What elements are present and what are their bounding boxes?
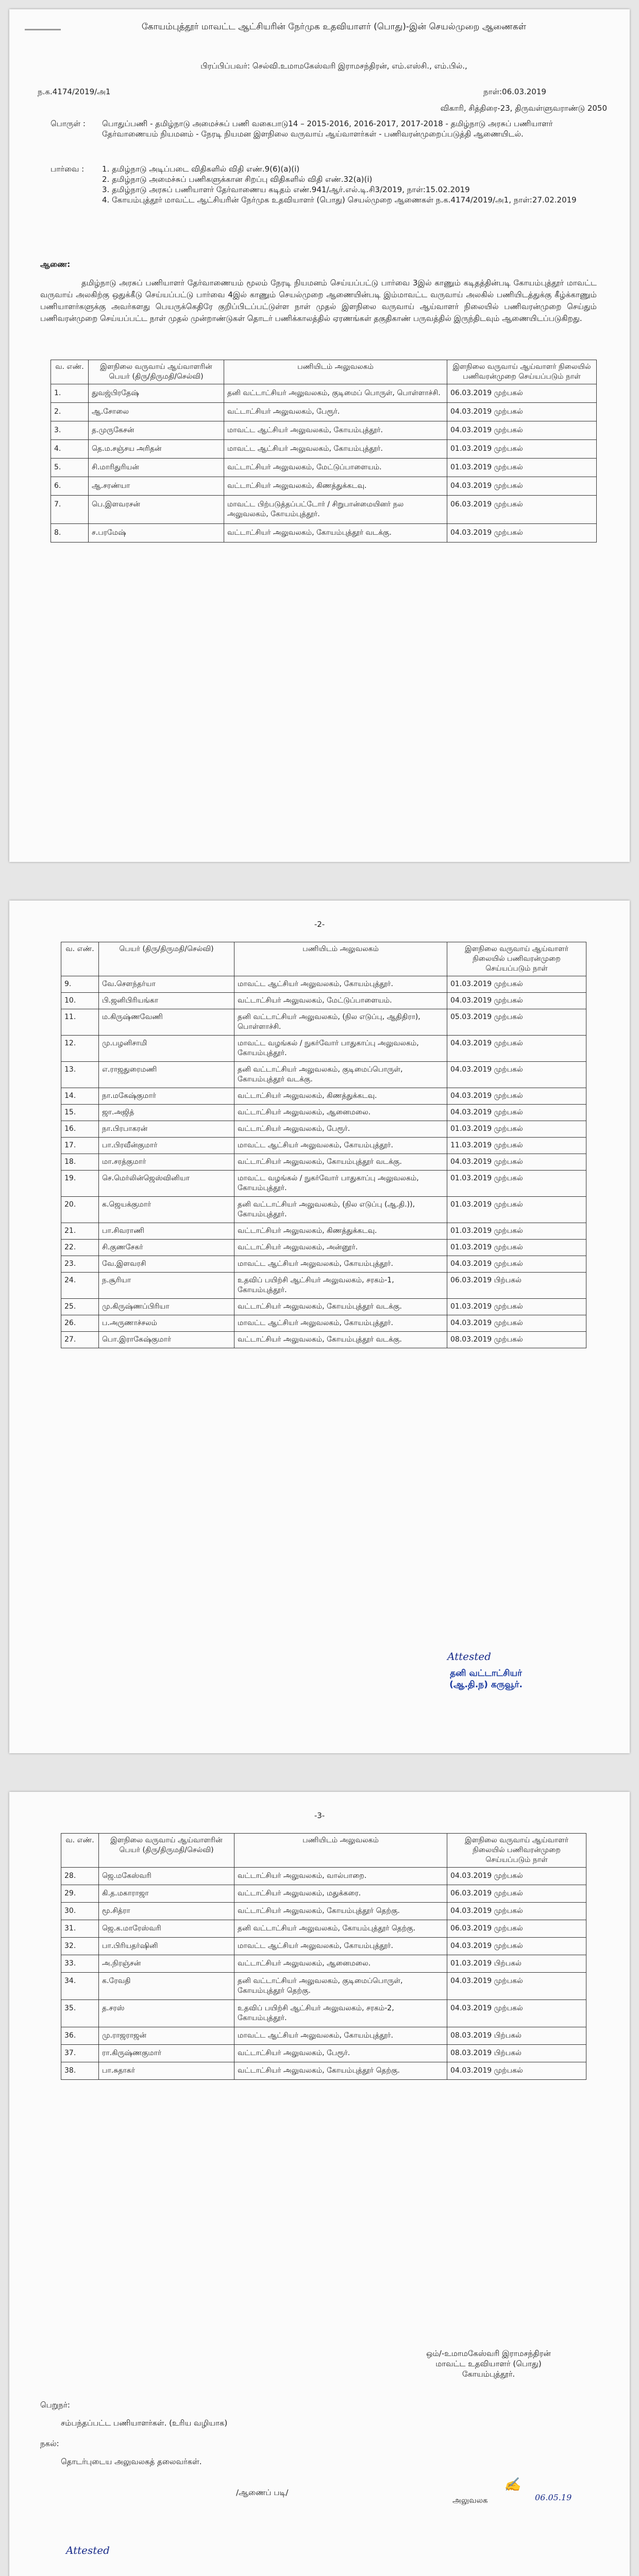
stamp-line: (ஆ.தி.ந) கருவூர்.	[449, 1680, 523, 1690]
table-row	[61, 1121, 586, 1138]
office-cell: வட்டாட்சியர் அலுவலகம், ஆனைமலை.	[234, 1955, 447, 1973]
serial-number-cell: 15.	[61, 1105, 99, 1121]
column-header: வ. எண்.	[51, 360, 89, 384]
name-cell: துவஜ்பிரதேஷ்	[89, 384, 224, 403]
attested-note: Attested	[66, 2544, 110, 2556]
name-cell: கி.த.மகாராஜா	[99, 1885, 234, 1903]
issuer-place: கோயம்புத்தூர்.	[462, 2369, 515, 2379]
staff-table-page-2	[61, 942, 586, 1348]
office-cell: வட்டாட்சியர் அலுவலகம், அன்னூர்.	[234, 1240, 447, 1256]
column-header: இளநிலை வருவாய் ஆய்வாளரின் பெயர் (திரு/திருமதி/செல்வி)	[99, 1834, 234, 1868]
serial-number-cell: 19.	[61, 1171, 99, 1197]
column-header: இளநிலை வருவாய் ஆய்வாளர் நிலையில் பணிவரன்முறை செய்யப்படும் நாள்	[447, 1834, 586, 1868]
serial-number-cell: 6.	[51, 477, 89, 496]
by-order-text: /ஆணைப் படி/	[236, 2488, 289, 2497]
office-cell: வட்டாட்சியர் அலுவலகம், பேரூர்.	[224, 403, 447, 421]
table-row	[61, 2000, 586, 2027]
name-cell: ஜா.அஜித்	[99, 1105, 234, 1121]
name-cell: பா.சிவராணி	[99, 1223, 234, 1240]
office-cell: வட்டாட்சியர் அலுவலகம், கிணத்துக்கடவு.	[224, 477, 447, 496]
serial-number-cell: 5.	[51, 459, 89, 477]
table-row	[51, 440, 597, 459]
table-row	[51, 384, 597, 403]
regularisation-date-cell: 04.03.2019 முற்பகல்	[447, 1256, 586, 1273]
regularisation-date-cell: 06.03.2019 முற்பகல்	[447, 384, 597, 403]
regularisation-date-cell: 01.03.2019 முற்பகல்	[447, 1171, 586, 1197]
serial-number-cell: 11.	[61, 1009, 99, 1036]
document-page-2	[9, 901, 630, 1753]
name-cell: மு.கிருஷ்ணப்பிரியா	[99, 1299, 234, 1315]
table-row	[61, 1273, 586, 1299]
name-cell: த.முருகேசன்	[89, 421, 224, 440]
office-cell: வட்டாட்சியர் அலுவலகம், கோயம்புத்தூர் வடக்கு.	[224, 524, 447, 543]
serial-number-cell: 17.	[61, 1138, 99, 1154]
tamil-calendar-date: விகாரி, சித்திரை-23, திருவள்ளுவராண்டு 2050	[440, 104, 607, 113]
table-row	[61, 1105, 586, 1121]
regularisation-date-cell: 04.03.2019 முற்பகல்	[447, 477, 597, 496]
name-cell: க.ஜெயக்குமார்	[99, 1197, 234, 1223]
regularisation-date-cell: 06.03.2019 முற்பகல்	[447, 1885, 586, 1903]
table-row	[61, 1171, 586, 1197]
name-cell: மூ.சித்ரா	[99, 1903, 234, 1920]
to-text: சம்பந்தப்பட்ட பணியாளர்கள். (உரிய வழியாக)	[61, 2418, 228, 2428]
serial-number-cell: 22.	[61, 1240, 99, 1256]
table-row	[51, 403, 597, 421]
serial-number-cell: 24.	[61, 1273, 99, 1299]
table-row	[61, 1223, 586, 1240]
name-cell: மா.சரத்குமார்	[99, 1154, 234, 1171]
name-cell: ஆ.சோலை	[89, 403, 224, 421]
table-row	[51, 477, 597, 496]
name-cell: ரா.கிருஷ்ணகுமார்	[99, 2045, 234, 2062]
table-row	[61, 1036, 586, 1062]
reference-item: 4. கோயம்புத்தூர் மாவட்ட ஆட்சியரின் நேர்முக உதவியாளர் (பொது) செயல்முறை ஆணைகள் ந.க.4174/2019/அ1, நாள்:27.02.2019	[102, 195, 577, 205]
name-cell: தெ.ம.சஞ்சய அரிதன்	[89, 440, 224, 459]
column-header: இளநிலை வருவாய் ஆய்வாளர் நிலையில் பணிவரன்முறை செய்யப்படும் நாள்	[447, 942, 586, 976]
references-list	[102, 164, 597, 205]
reference-item: 2. தமிழ்நாடு அமைச்சுப் பணிகளுக்கான சிறப்பு விதிகளில் விதி எண்.32(a)(i)	[102, 175, 373, 184]
references-label: பார்வை :	[51, 164, 85, 174]
column-header: பணியிடம் அலுவலகம்	[234, 942, 447, 976]
serial-number-cell: 1.	[51, 384, 89, 403]
office-cell: வட்டாட்சியர் அலுவலகம், மதுக்கரை.	[234, 1885, 447, 1903]
staff-table-page-3	[61, 1833, 586, 2080]
column-header: பணியிடம் அலுவலகம்	[224, 360, 447, 384]
name-cell: ந.சூரியா	[99, 1273, 234, 1299]
regularisation-date-cell: 01.03.2019 முற்பகல்	[447, 1197, 586, 1223]
serial-number-cell: 31.	[61, 1920, 99, 1938]
binding-mark	[25, 29, 61, 30]
serial-number-cell: 34.	[61, 1973, 99, 2000]
issuer-line: பிரப்பிப்பவர்: செல்வி.உமாமகேஸ்வரி இராமசந்திரன், எம்.எஸ்சி., எம்.பில்.,	[200, 61, 467, 71]
office-cell: வட்டாட்சியர் அலுவலகம், மேட்டுப்பாளையம்.	[234, 993, 447, 1009]
issuer-name: ஒம்/-உமாமகேஸ்வரி இராமசந்திரன்	[426, 2349, 551, 2358]
regularisation-date-cell: 06.03.2019 முற்பகல்	[447, 496, 597, 524]
name-cell: ஆ.சரண்யா	[89, 477, 224, 496]
office-cell: வட்டாட்சியர் அலுவலகம், ஆனைமலை.	[234, 1105, 447, 1121]
office-cell: வட்டாட்சியர் அலுவலகம், கோயம்புத்தூர் வடக்கு.	[234, 1154, 447, 1171]
regularisation-date-cell: 06.03.2019 முற்பகல்	[447, 1920, 586, 1938]
serial-number-cell: 28.	[61, 1868, 99, 1885]
serial-number-cell: 32.	[61, 1938, 99, 1955]
page-header-title: கோயம்புத்தூர் மாவட்ட ஆட்சியரின் நேர்முக உதவியாளர் (பொது)-இன் செயல்முறை ஆணைகள்	[141, 22, 527, 32]
name-cell: அ.நிரஞ்சன்	[99, 1955, 234, 1973]
table-row	[61, 1315, 586, 1332]
name-cell: செ.மெர்லின்ஜெஸ்வினியா	[99, 1171, 234, 1197]
office-cell: மாவட்ட ஆட்சியர் அலுவலகம், கோயம்புத்தூர்.	[234, 1138, 447, 1154]
regularisation-date-cell: 04.03.2019 முற்பகல்	[447, 1938, 586, 1955]
table-row	[61, 1920, 586, 1938]
regularisation-date-cell: 01.03.2019 முற்பகல்	[447, 976, 586, 993]
regularisation-date-cell: 04.03.2019 முற்பகல்	[447, 1154, 586, 1171]
order-heading: ஆணை:	[40, 260, 71, 269]
office-cell: மாவட்ட வழங்கல் / நுகர்வோர் பாதுகாப்பு அலுவலகம், கோயம்புத்தூர்.	[234, 1171, 447, 1197]
table-header-row	[61, 942, 586, 976]
name-cell: வே.இளவரசி	[99, 1256, 234, 1273]
serial-number-cell: 4.	[51, 440, 89, 459]
office-cell: மாவட்ட பிற்படுத்தப்பட்டோர் / சிறுபான்மையினர் நல அலுவலகம், கோயம்புத்தூர்.	[224, 496, 447, 524]
table-row	[61, 2062, 586, 2080]
regularisation-date-cell: 04.03.2019 முற்பகல்	[447, 403, 597, 421]
regularisation-date-cell: 04.03.2019 முற்பகல்	[447, 1088, 586, 1105]
name-cell: மு.ராஜராஜன்	[99, 2027, 234, 2045]
office-cell: வட்டாட்சியர் அலுவலகம், கிணத்துக்கடவு.	[234, 1223, 447, 1240]
regularisation-date-cell: 04.03.2019 முற்பகல்	[447, 1973, 586, 2000]
table-row	[61, 1868, 586, 1885]
to-label: பெறுநர்:	[40, 2400, 70, 2410]
serial-number-cell: 18.	[61, 1154, 99, 1171]
office-cell: வட்டாட்சியர் அலுவலகம், வால்பாறை.	[234, 1868, 447, 1885]
serial-number-cell: 13.	[61, 1062, 99, 1088]
column-header: வ. எண்.	[61, 1834, 99, 1868]
name-cell: மு.பழனிசாமி	[99, 1036, 234, 1062]
office-cell: வட்டாட்சியர் அலுவலகம், மேட்டுப்பாளையம்.	[224, 459, 447, 477]
signature-date: 06.05.19	[535, 2493, 572, 2502]
regularisation-date-cell: 04.03.2019 முற்பகல்	[447, 524, 597, 543]
regularisation-date-cell: 01.03.2019 முற்பகல்	[447, 1121, 586, 1138]
regularisation-date-cell: 04.03.2019 முற்பகல்	[447, 993, 586, 1009]
table-row	[61, 1154, 586, 1171]
serial-number-cell: 37.	[61, 2045, 99, 2062]
name-cell: பா.பிரியதர்ஷினி	[99, 1938, 234, 1955]
table-row	[61, 1973, 586, 2000]
office-cell: வட்டாட்சியர் அலுவலகம், பேரூர்.	[234, 2045, 447, 2062]
name-cell: சி.குணசேகர்	[99, 1240, 234, 1256]
order-date: நாள்:06.03.2019	[483, 87, 546, 96]
column-header: வ. எண்.	[61, 942, 99, 976]
serial-number-cell: 20.	[61, 1197, 99, 1223]
table-row	[51, 421, 597, 440]
handwritten-signature: ✍	[504, 2477, 521, 2493]
order-body: தமிழ்நாடு அரசுப் பணியாளர் தேர்வாணையம் மூலம் நேரடி நியமனம் செய்யப்பட்டு பார்வை 3இல் காணும் கடிதத்தின்படி கோயம்புத்தூர் மாவட்ட வருவாய் அலகிற்கு ஒதுக்கீடு செய்யப்பட்டு பார்வை 4இல் காணும் செயல்முறை ஆணையின்படி இம்மாவட்ட வருவாய் அலகில் பணியிடத்துக்கு கீழ்க்காணும் பணியாளர்களுக்கு அவர்களது பெயருக்கெதிரே குறிப்பிடப்பட்டுள்ள நாள் முதல் இளநிலை வருவாய் ஆய்வாளர் நிலையில் பணிவரன்முறை செய்தும் பணிவரன்முறை செய்யப்பட்ட நாள் முதல் முன்றாண்டுகள் தொடர் பணிக்காலத்தில் ஏரணங்கள் தகுதிகாண் பருவத்தில் இருந்திடவும் ஆணையிடப்படுகிறது.	[40, 278, 597, 323]
name-cell: ஜெ.மகேஸ்வரி	[99, 1868, 234, 1885]
name-cell: த.சரஸ்	[99, 2000, 234, 2027]
seal-stamp	[427, 1668, 545, 1691]
column-header: பணியிடம் அலுவலகம்	[234, 1834, 447, 1868]
serial-number-cell: 29.	[61, 1885, 99, 1903]
table-row	[61, 976, 586, 993]
name-cell: நா.மகேஷ்குமார்	[99, 1088, 234, 1105]
subject-label: பொருள் :	[51, 119, 86, 128]
table-row	[61, 993, 586, 1009]
name-cell: நா.பிரபாகரன்	[99, 1121, 234, 1138]
regularisation-date-cell: 08.03.2019 முற்பகல்	[447, 1332, 586, 1348]
name-cell: பி.ஜனிபிரியங்கா	[99, 993, 234, 1009]
table-row	[61, 1197, 586, 1223]
serial-number-cell: 8.	[51, 524, 89, 543]
office-cell: மாவட்ட ஆட்சியர் அலுவலகம், கோயம்புத்தூர்.	[234, 976, 447, 993]
name-cell: பா.பிரவீன்குமார்	[99, 1138, 234, 1154]
office-cell: தனி வட்டாட்சியர் அலுவலகம், (நில எடுப்பு, ஆதிதிரா), பொள்ளாச்சி.	[234, 1009, 447, 1036]
name-cell: க.ரேவதி	[99, 1973, 234, 2000]
stamp-line: தனி வட்டாட்சியர்	[450, 1668, 522, 1679]
office-cell: வட்டாட்சியர் அலுவலகம், கோயம்புத்தூர் வடக்கு.	[234, 1299, 447, 1315]
regularisation-date-cell: 04.03.2019 முற்பகல்	[447, 1036, 586, 1062]
regularisation-date-cell: 05.03.2019 முற்பகல்	[447, 1009, 586, 1036]
serial-number-cell: 38.	[61, 2062, 99, 2080]
table-row	[51, 496, 597, 524]
regularisation-date-cell: 04.03.2019 முற்பகல்	[447, 1105, 586, 1121]
name-cell: சி.மாரிதுரியன்	[89, 459, 224, 477]
table-row	[61, 1062, 586, 1088]
table-row	[61, 2027, 586, 2045]
serial-number-cell: 10.	[61, 993, 99, 1009]
serial-number-cell: 27.	[61, 1332, 99, 1348]
office-cell: வட்டாட்சியர் அலுவலகம், பேரூர்.	[234, 1121, 447, 1138]
page-number: -2-	[314, 920, 325, 929]
office-cell: தனி வட்டாட்சியர் அலுவலகம், (நில எடுப்பு (ஆ.தி.)), கோயம்புத்தூர்.	[234, 1197, 447, 1223]
regularisation-date-cell: 01.03.2019 முற்பகல்	[447, 1240, 586, 1256]
office-cell: மாவட்ட வழங்கல் / நுகர்வோர் பாதுகாப்பு அலுவலகம், கோயம்புத்தூர்.	[234, 1036, 447, 1062]
name-cell: ஜெ.க.மாரேஸ்வரி	[99, 1920, 234, 1938]
document-page-1	[9, 9, 630, 862]
regularisation-date-cell: 04.03.2019 முற்பகல்	[447, 1315, 586, 1332]
issuer-designation: மாவட்ட உதவியாளர் (பொது)	[435, 2359, 542, 2368]
serial-number-cell: 26.	[61, 1315, 99, 1332]
document-page-3	[9, 1792, 630, 2576]
name-cell: ம.கிருஷ்ணவேணி	[99, 1009, 234, 1036]
office-cell: மாவட்ட ஆட்சியர் அலுவலகம், கோயம்புத்தூர்.	[234, 1315, 447, 1332]
table-row	[51, 524, 597, 543]
handwritten-signature: Attested	[447, 1650, 491, 1663]
regularisation-date-cell: 01.03.2019 முற்பகல்	[447, 440, 597, 459]
table-row	[61, 1240, 586, 1256]
serial-number-cell: 35.	[61, 2000, 99, 2027]
serial-number-cell: 30.	[61, 1903, 99, 1920]
table-row	[61, 1138, 586, 1154]
regularisation-date-cell: 08.03.2019 பிற்பகல்	[447, 2045, 586, 2062]
serial-number-cell: 12.	[61, 1036, 99, 1062]
name-cell: ப.அருணாச்சலம்	[99, 1315, 234, 1332]
signer-label: அலுவலக	[452, 2496, 488, 2505]
name-cell: ச.பரமேஷ்	[89, 524, 224, 543]
name-cell: வே.செளந்தர்யா	[99, 976, 234, 993]
serial-number-cell: 14.	[61, 1088, 99, 1105]
serial-number-cell: 9.	[61, 976, 99, 993]
serial-number-cell: 3.	[51, 421, 89, 440]
regularisation-date-cell: 06.03.2019 பிற்பகல்	[447, 1273, 586, 1299]
office-cell: வட்டாட்சியர் அலுவலகம், கோயம்புத்தூர் வடக்கு.	[234, 1332, 447, 1348]
reference-item: 1. தமிழ்நாடு அடிப்படை விதிகளில் விதி எண்.9(6)(a)(i)	[102, 164, 300, 174]
subject-text: பொதுப்பணி - தமிழ்நாடு அமைச்சுப் பணி வகைபாடு14 – 2015-2016, 2016-2017, 2017-2018 - தமிழ்நாடு அரசுப் பணியாளர் தேர்வாணையம் நியமனம் - நேரடி நியமன இளநிலை வருவாய் ஆய்வாளர்கள் - பணிவரன்முறைப்படுத்தி ஆணையிடல்.	[102, 119, 553, 139]
table-row	[61, 2045, 586, 2062]
name-cell: எ.ராஜதுரைமணி	[99, 1062, 234, 1088]
serial-number-cell: 36.	[61, 2027, 99, 2045]
office-cell: உதவிப் பயிற்சி ஆட்சியர் அலுவலகம், சரகம்-1, கோயம்புத்தூர்.	[234, 1273, 447, 1299]
table-row	[61, 1088, 586, 1105]
office-cell: மாவட்ட ஆட்சியர் அலுவலகம், கோயம்புத்தூர்.	[234, 2027, 447, 2045]
column-header: இளநிலை வருவாய் ஆய்வாளர் நிலையில் பணிவரன்முறை செய்யப்படும் நாள்	[447, 360, 597, 384]
table-row	[61, 1256, 586, 1273]
regularisation-date-cell: 04.03.2019 முற்பகல்	[447, 1903, 586, 1920]
regularisation-date-cell: 04.03.2019 முற்பகல்	[447, 2000, 586, 2027]
serial-number-cell: 21.	[61, 1223, 99, 1240]
regularisation-date-cell: 01.03.2019 முற்பகல்	[447, 1223, 586, 1240]
serial-number-cell: 2.	[51, 403, 89, 421]
office-cell: தனி வட்டாட்சியர் அலுவலகம், குடிமைப் பொருள், பொள்ளாச்சி.	[224, 384, 447, 403]
table-header-row	[51, 360, 597, 384]
regularisation-date-cell: 04.03.2019 முற்பகல்	[447, 2062, 586, 2080]
regularisation-date-cell: 01.03.2019 முற்பகல்	[447, 459, 597, 477]
table-header-row	[61, 1834, 586, 1868]
office-cell: மாவட்ட ஆட்சியர் அலுவலகம், கோயம்புத்தூர்.	[234, 1256, 447, 1273]
table-row	[61, 1299, 586, 1315]
table-row	[61, 1332, 586, 1348]
column-header: பெயர் (திரு/திருமதி/செல்வி)	[99, 942, 234, 976]
table-row	[61, 1955, 586, 1973]
regularisation-date-cell: 04.03.2019 முற்பகல்	[447, 1868, 586, 1885]
regularisation-date-cell: 01.03.2019 முற்பகல்	[447, 1299, 586, 1315]
table-row	[61, 1903, 586, 1920]
table-row	[61, 1938, 586, 1955]
reference-number: ந.க.4174/2019/அ1	[38, 87, 111, 96]
name-cell: பொ.இராகேஷ்குமார்	[99, 1332, 234, 1348]
table-row	[61, 1885, 586, 1903]
regularisation-date-cell: 04.03.2019 முற்பகல்	[447, 421, 597, 440]
copy-label: நகல்:	[40, 2439, 59, 2448]
copy-text: தொடர்புடைய அலுவலகத் தலைவர்கள்.	[61, 2457, 202, 2466]
page-number: -3-	[314, 1811, 325, 1820]
regularisation-date-cell: 04.03.2019 முற்பகல்	[447, 1062, 586, 1088]
serial-number-cell: 33.	[61, 1955, 99, 1973]
office-cell: உதவிப் பயிற்சி ஆட்சியர் அலுவலகம், சரகம்-2, கோயம்புத்தூர்.	[234, 2000, 447, 2027]
office-cell: மாவட்ட ஆட்சியர் அலுவலகம், கோயம்புத்தூர்.	[224, 440, 447, 459]
office-cell: தனி வட்டாட்சியர் அலுவலகம், கோயம்புத்தூர் தெற்கு.	[234, 1920, 447, 1938]
column-header: இளநிலை வருவாய் ஆய்வாளரின் பெயர் (திரு/திருமதி/செல்வி)	[89, 360, 224, 384]
regularisation-date-cell: 08.03.2019 பிற்பகல்	[447, 2027, 586, 2045]
office-cell: வட்டாட்சியர் அலுவலகம், கிணத்துக்கடவு.	[234, 1088, 447, 1105]
office-cell: வட்டாட்சியர் அலுவலகம், கோயம்புத்தூர் தெற்கு.	[234, 1903, 447, 1920]
table-row	[51, 459, 597, 477]
issuer-block	[380, 2348, 597, 2379]
serial-number-cell: 23.	[61, 1256, 99, 1273]
reference-item: 3. தமிழ்நாடு அரசுப் பணியாளர் தேர்வாணைய கடிதம் எண்.941/ஆர்.எல்.டி.சி3/2019, நாள்:15.02.2019	[102, 185, 470, 194]
name-cell: பெ.இளவரசன்	[89, 496, 224, 524]
regularisation-date-cell: 01.03.2019 பிற்பகல்	[447, 1955, 586, 1973]
name-cell: பா.சுதாகர்	[99, 2062, 234, 2080]
office-cell: தனி வட்டாட்சியர் அலுவலகம், குடிமைப்பொருள், கோயம்புத்தூர் தெற்கு.	[234, 1973, 447, 2000]
office-cell: மாவட்ட ஆட்சியர் அலுவலகம், கோயம்புத்தூர்.	[224, 421, 447, 440]
office-cell: தனி வட்டாட்சியர் அலுவலகம், குடிமைப்பொருள், கோயம்புத்தூர் வடக்கு.	[234, 1062, 447, 1088]
office-cell: வட்டாட்சியர் அலுவலகம், கோயம்புத்தூர் தெற்கு.	[234, 2062, 447, 2080]
serial-number-cell: 25.	[61, 1299, 99, 1315]
serial-number-cell: 7.	[51, 496, 89, 524]
regularisation-date-cell: 11.03.2019 முற்பகல்	[447, 1138, 586, 1154]
staff-table-page-1	[51, 360, 597, 543]
office-cell: மாவட்ட ஆட்சியர் அலுவலகம், கோயம்புத்தூர்.	[234, 1938, 447, 1955]
serial-number-cell: 16.	[61, 1121, 99, 1138]
table-row	[61, 1009, 586, 1036]
